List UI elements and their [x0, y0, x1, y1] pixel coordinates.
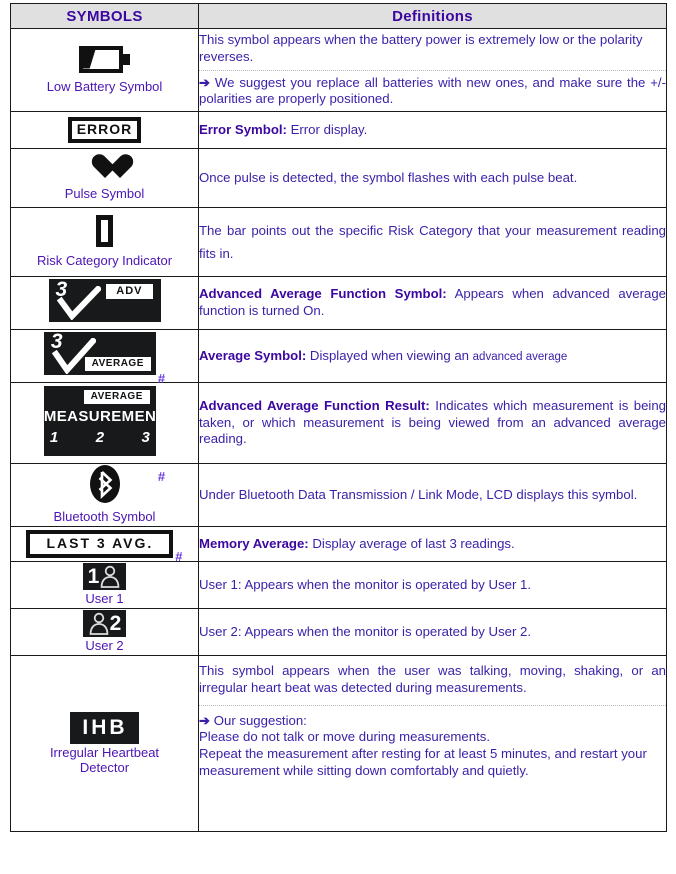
lcd-average-icon — [44, 332, 156, 375]
symbols-definitions-page — [0, 3, 676, 874]
user-number: 2 — [109, 612, 122, 636]
lcd-digit: 3 — [50, 330, 63, 353]
definition-cell-error — [199, 112, 667, 149]
definition-text: This symbol appears when the battery power is extremely low or the polarity reverses. — [199, 31, 643, 64]
symbol-cell-memory-average — [11, 527, 199, 565]
definition-cell-average-symbol — [199, 330, 667, 383]
definition-rest: Displayed when viewing an — [306, 347, 473, 363]
footnote-marker: # — [157, 468, 166, 484]
lcd-measurement-icon — [43, 386, 166, 456]
table-row — [11, 330, 667, 383]
suggestion-title-text: Our suggestion: — [213, 712, 307, 728]
definition-rest: Error display. — [286, 121, 368, 137]
definition-suggestion-2: Repeat the measurement after resting for at least 5 minutes, and restart your measurement while sitting down comfortably and quietly. — [199, 746, 647, 778]
definition-text: This symbol appears when the user was talking, moving, shaking, or an irregular heart beat was detected during measurements. — [199, 663, 666, 695]
symbol-cell-user-2 — [11, 609, 199, 656]
definition-text — [199, 122, 666, 139]
definition-lead: Advanced Average Function Symbol: — [199, 286, 447, 302]
person-icon — [99, 565, 121, 588]
definition-text — [199, 348, 666, 365]
symbol-label: User 1 — [85, 591, 124, 607]
table-row — [11, 609, 667, 656]
bluetooth-icon — [90, 465, 120, 503]
user-number: 1 — [87, 565, 100, 589]
risk-bar-icon — [96, 215, 113, 247]
definition-rest: Appears when advanced average function is turned On. — [199, 286, 667, 318]
arrow-icon: ➔ — [199, 712, 211, 728]
lcd-number: 1 — [49, 428, 59, 446]
definition-cell-advanced-average-function — [199, 277, 667, 330]
dotted-divider — [199, 705, 666, 706]
footnote-marker: # — [157, 371, 166, 386]
table-row — [11, 277, 667, 330]
table-row — [11, 656, 667, 832]
definition-cell-advanced-average-result — [199, 383, 667, 464]
definition-text — [199, 398, 666, 448]
lcd-number: 3 — [141, 428, 150, 446]
user-1-icon — [83, 563, 127, 590]
symbol-cell-low-battery — [11, 29, 199, 112]
definition-lead: Memory Average: — [199, 535, 309, 551]
last-3-avg-box-icon: LAST 3 AVG. — [26, 530, 173, 559]
column-header-definitions: Definitions — [199, 4, 667, 29]
definition-lead: Advanced Average Function Result: — [199, 397, 430, 413]
lcd-measurement-word: MEASUREMENT — [43, 407, 166, 425]
definition-lead: Average Symbol: — [199, 347, 307, 363]
definition-text: Once pulse is detected, the symbol flashes with each pulse beat. — [199, 169, 578, 185]
checkmark-icon — [55, 286, 101, 320]
symbol-cell-pulse — [11, 149, 199, 208]
lcd-adv-icon — [49, 279, 161, 322]
symbol-cell-advanced-average-function — [11, 277, 199, 330]
symbol-label: Low Battery Symbol — [46, 78, 163, 94]
definition-suggestion-1: Please do not talk or move during measurements. — [199, 729, 491, 745]
symbol-cell-error — [11, 112, 199, 149]
symbol-cell-irregular-heartbeat — [11, 656, 199, 832]
definition-cell-user-2 — [199, 609, 667, 656]
definition-cell-memory-average — [199, 527, 667, 562]
definition-rest: Display average of last 3 readings. — [308, 535, 515, 551]
person-icon — [88, 612, 110, 635]
symbol-label: Pulse Symbol — [64, 186, 145, 202]
user-2-icon — [83, 610, 127, 637]
definition-text: The bar points out the specific Risk Category that your measurement reading fits in. — [199, 222, 666, 261]
lcd-number: 2 — [95, 428, 105, 446]
column-header-symbols: SYMBOLS — [11, 4, 199, 29]
error-box-icon: ERROR — [68, 117, 142, 144]
definition-rest: Indicates which measurement is being taken, or which measurement is being viewed from an advanced average reading. — [199, 397, 667, 447]
table-row — [11, 527, 667, 562]
table-row — [11, 149, 667, 208]
battery-low-icon — [79, 46, 131, 73]
definition-text: User 1: Appears when the monitor is operated by User 1. — [199, 576, 532, 592]
definition-suggestion — [199, 75, 666, 109]
definition-suggestion-text: We suggest you replace all batteries with new ones, and make sure the +/- polarities are properly positioned. — [199, 74, 666, 107]
definition-lead: Error Symbol: — [199, 121, 287, 137]
definition-small-text: advanced average — [472, 350, 568, 363]
lcd-digit: 3 — [55, 278, 68, 301]
definition-cell-pulse — [199, 149, 667, 208]
symbol-cell-user-1 — [11, 562, 199, 609]
symbol-cell-advanced-average-result — [11, 383, 199, 484]
symbol-cell-bluetooth — [11, 464, 199, 527]
dotted-divider — [199, 70, 666, 71]
arrow-icon: ➔ — [199, 74, 211, 90]
table-header-row — [11, 4, 667, 29]
table-row — [11, 562, 667, 609]
symbol-label: User 2 — [85, 638, 124, 654]
ihb-icon: IHB — [70, 712, 138, 744]
lcd-measurement-numbers — [50, 430, 150, 445]
symbol-cell-risk-category — [11, 208, 199, 277]
lcd-badge: AVERAGE — [85, 357, 151, 371]
table-row — [11, 29, 667, 112]
table-row — [11, 112, 667, 149]
symbol-cell-average-symbol — [11, 330, 199, 386]
footnote-marker: # — [175, 549, 183, 565]
definition-cell-user-1 — [199, 562, 667, 609]
definition-text — [199, 286, 666, 320]
definition-text: User 2: Appears when the monitor is operated by User 2. — [199, 623, 532, 639]
symbol-label-line2: Detector — [79, 759, 130, 775]
definition-cell-bluetooth — [199, 464, 667, 527]
table-row — [11, 208, 667, 277]
table-row — [11, 383, 667, 464]
definition-cell-risk-category — [199, 208, 667, 277]
table-row — [11, 464, 667, 527]
symbols-definitions-table — [10, 3, 667, 832]
definition-text: Under Bluetooth Data Transmission / Link Mode, LCD displays this symbol. — [199, 486, 638, 502]
heart-icon — [91, 154, 119, 180]
lcd-badge: ADV — [106, 284, 152, 299]
definition-text — [199, 536, 666, 553]
definition-cell-low-battery — [199, 29, 667, 112]
symbol-label: Risk Category Indicator — [36, 253, 173, 269]
symbol-label: Bluetooth Symbol — [53, 509, 156, 525]
definition-cell-irregular-heartbeat — [199, 656, 667, 832]
definition-suggestion-title — [199, 713, 666, 730]
lcd-badge: AVERAGE — [84, 390, 150, 404]
symbol-label-line1: Irregular Heartbeat — [49, 744, 160, 760]
